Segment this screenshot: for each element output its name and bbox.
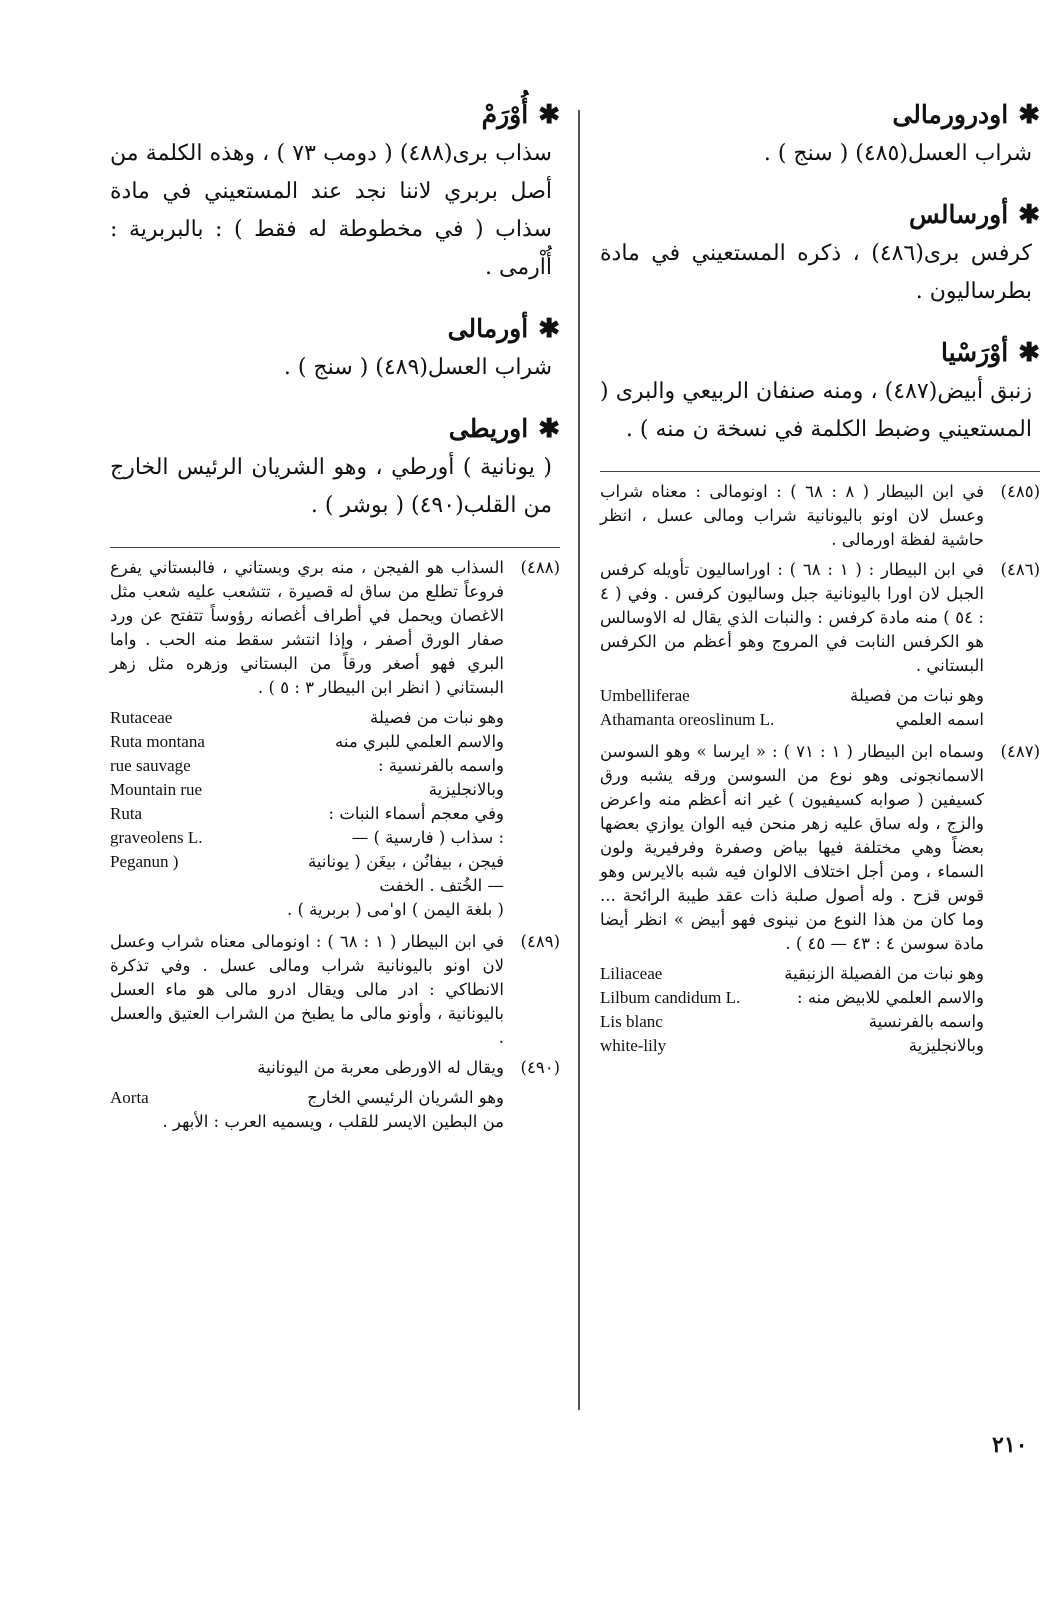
family-line: وهو نبات من الفصيلة الزنبقية Liliaceae bbox=[600, 964, 984, 983]
footnote-number: (٤٨٩) bbox=[520, 932, 560, 951]
entry-definition: سذاب برى(٤٨٨) ( دومب ٧٣ ) ، وهذه الكلمة من أصل بربري لاننا نجد عند المستعيني في مادة سذاب ( في مخطوطة له فقط ) : بالبربرية : أُاْرمى . bbox=[110, 141, 552, 280]
entry bbox=[600, 195, 1040, 311]
footnote-486 bbox=[600, 558, 1040, 678]
english-name-line: وبالانجليزية Mountain rue bbox=[110, 780, 504, 799]
asterisk-icon: ✱ bbox=[538, 414, 560, 444]
asterisk-icon: ✱ bbox=[538, 100, 560, 130]
footnote-text: وسماه ابن البيطار ( ١ : ٧١ ) : « ايرسا » وهو السوسن الاسمانجونى وهو نوع من السوسن ورقه يشبه ورق كسيفين ( صوابه كسيفيون ) غير انه أعظم منه واعرض والزج ، وله ساق عليه زهر منحن فيه الوان يوازي بعضها بعضاً وهي مختلفة فيها بياض وصفرة وفرفيرية ولون السماء ، ومن أجل اختلاف الالوان فيه شبه بالايرس وهو قوس قزح . وله أصول صلبة ذات عقد طيبة الرائحة ... وما كان من هذا النوع من نينوى فهو أبيض » انظر أيضا مادة سوسن ٤ : ٤٣ — ٤٥ ) . bbox=[600, 742, 984, 953]
entry-term: ✱اودرورمالى bbox=[892, 100, 1040, 130]
entry-term: ✱أورمالى bbox=[447, 314, 560, 344]
entry bbox=[110, 95, 560, 287]
english-name-line: وبالانجليزية white-lily bbox=[600, 1036, 984, 1055]
footnote-text: ويقال له الاورطى معربة من اليونانية bbox=[257, 1058, 504, 1077]
footnote-text: في ابن البيطار ( ١ : ٦٨ ) : اونومالى معناه شراب وعسل لان اونو باليونانية شراب ومالى عسل . وفي تذكرة الانطاكي : ادر مالى ويقال ادرو مالى هو ماء العسل باليونانية ، وأونو مالى ما يطبخ من الشراب العتيق والعسل . bbox=[110, 932, 504, 1047]
entry-term: ✱اوريطى bbox=[448, 414, 560, 444]
footnote-number: (٤٨٦) bbox=[1000, 560, 1040, 579]
dictionary-line: وفي معجم أسماء النبات : Ruta bbox=[110, 804, 504, 823]
peganum-line: فيجن ، بيفانُن ، بيغَن ( يونانية Peganun ) bbox=[110, 852, 504, 871]
entry bbox=[600, 333, 1040, 449]
scientific-name-line: اسمه العلمي Athamanta oreoslinum L. bbox=[600, 710, 984, 729]
page-number: ٢١٠ bbox=[992, 1432, 1028, 1458]
graveolens-line: : سذاب ( فارسية ) — graveolens L. bbox=[110, 828, 504, 847]
footnote-489 bbox=[110, 930, 560, 1050]
entry-term: ✱أُوْرَمْ bbox=[481, 100, 560, 130]
left-column bbox=[110, 95, 560, 1134]
footnote-text: في ابن البيطار : ( ١ : ٦٨ ) : اوراساليون تأويله كرفس الجبل لان اورا باليونانية جبل وساليون كرفس . وفي ( ٤ : ٥٤ ) منه مادة كرفس : والنبات الذي يقال له الاوسالس هو الكرفس النابت في المروج وهو أعظم من الكرفس البستاني . bbox=[600, 560, 984, 675]
entry-definition: ( يونانية ) أورطي ، وهو الشريان الرئيس الخارج من القلب(٤٩٠) ( بوشر ) . bbox=[110, 455, 552, 518]
footnote-text: في ابن البيطار ( ٨ : ٦٨ ) : اونومالى : معناه شراب وعسل لان اونو باليونانية شراب ومالى عسل ، انظر حاشية لفظة اورمالى . bbox=[600, 482, 984, 549]
family-line: وهو نبات من فصيلة Umbelliferae bbox=[600, 686, 984, 705]
footnote-490 bbox=[110, 1056, 560, 1080]
footnote-number: (٤٨٥) bbox=[1000, 482, 1040, 501]
footnote-488 bbox=[110, 556, 560, 700]
entry bbox=[110, 309, 560, 387]
column-divider bbox=[578, 110, 580, 1410]
scientific-name-line: والاسم العلمي للابيض منه : Lilbum candidum L. bbox=[600, 988, 984, 1007]
footnote-separator bbox=[110, 547, 560, 548]
french-name-line: واسمه بالفرنسية Lis blanc bbox=[600, 1012, 984, 1031]
yemen-line: ( بلغة اليمن ) او'مى ( بربرية ) . bbox=[286, 900, 504, 919]
entry-term: ✱أورسالس bbox=[909, 200, 1040, 230]
asterisk-icon: ✱ bbox=[538, 314, 560, 344]
entry-definition: زنبق أبيض(٤٨٧) ، ومنه صنفان الربيعي والبرى ( المستعيني وضبط الكلمة في نسخة ن منه ) . bbox=[600, 379, 1033, 442]
scientific-name-line: والاسم العلمي للبري منه Ruta montana bbox=[110, 732, 504, 751]
entry bbox=[600, 95, 1040, 173]
entry bbox=[110, 409, 560, 525]
asterisk-icon: ✱ bbox=[1018, 338, 1040, 368]
footnote-separator bbox=[600, 471, 1040, 472]
family-line: وهو نبات من فصيلة Rutaceae bbox=[110, 708, 504, 727]
footnote-number: (٤٩٠) bbox=[520, 1058, 560, 1077]
footnote-487 bbox=[600, 740, 1040, 956]
asterisk-icon: ✱ bbox=[1018, 100, 1040, 130]
peganum-line-2: — الخُتف . الخفت bbox=[379, 876, 504, 895]
footnote-485 bbox=[600, 480, 1040, 552]
entry-definition: شراب العسل(٤٨٩) ( سنج ) . bbox=[283, 355, 552, 380]
french-name-line: واسمه بالفرنسية : rue sauvage bbox=[110, 756, 504, 775]
right-column bbox=[600, 95, 1040, 1058]
footnote-number: (٤٨٨) bbox=[520, 558, 560, 577]
aorta-line: وهو الشريان الرئيسي الخارج Aorta bbox=[110, 1088, 504, 1107]
asterisk-icon: ✱ bbox=[1018, 200, 1040, 230]
footnote-text: السذاب هو الفيجن ، منه بري وبستاني ، فالبستاني يفرع فروعاً تطلع من ساق له قصيرة ، تتشعب عليه شعب مثل الاغصان ويحمل في أطراف أغصانه رؤوساً تتفتح عن ورد صفار الورق أصفر ، وإذا انتشر سقط منه الحب . واما البري فهو أصغر ورقاً من البستاني وزهره مثل زهر البستاني ( انظر ابن البيطار ٣ : ٥ ) . bbox=[110, 558, 504, 697]
entry-definition: كرفس برى(٤٨٦) ، ذكره المستعيني في مادة بطرساليون . bbox=[600, 241, 1033, 304]
footnote-text-continued: من البطين الايسر للقلب ، ويسميه العرب : الأبهر . bbox=[162, 1112, 504, 1131]
entry-term: ✱أوْرَسْيا bbox=[941, 338, 1040, 368]
entry-definition: شراب العسل(٤٨٥) ( سنج ) . bbox=[763, 141, 1032, 166]
footnote-number: (٤٨٧) bbox=[1000, 742, 1040, 761]
